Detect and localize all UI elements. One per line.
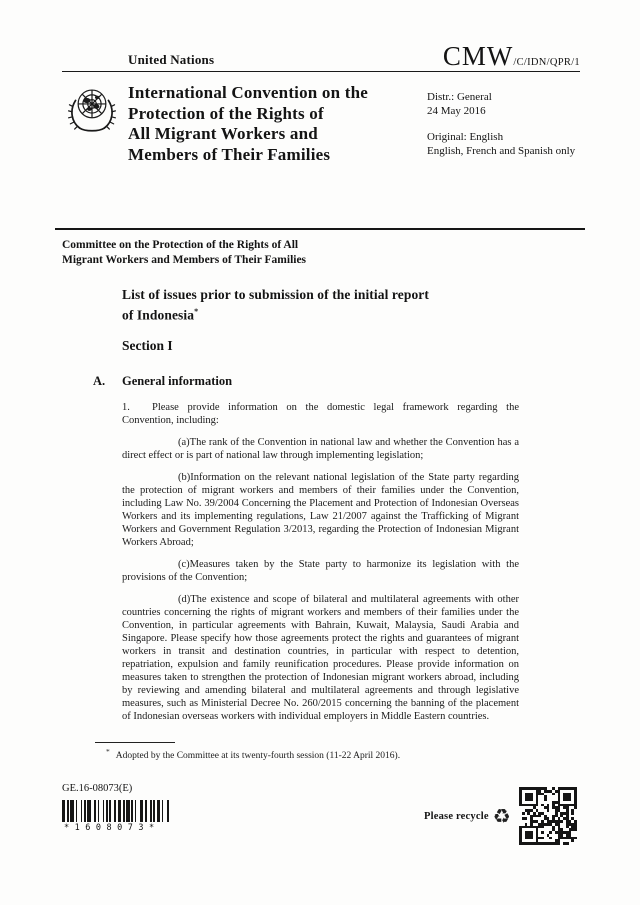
convention-title-line: Protection of the Rights of <box>128 103 324 123</box>
document-symbol <box>442 41 580 71</box>
recycle-icon: ♻ <box>492 804 511 828</box>
ge-document-number: GE.16-08073(E) <box>62 783 133 794</box>
footnote-rule <box>95 742 175 743</box>
paragraph-d: (d)The existence and scope of bilateral and multilateral agreements with other countries concerning the rights of migrant workers and members of their families under the Convention, in particular agreements with Bahrain, Kuwait, Malaysia, Saudi Arabia and Singapore. Please specify how those agreements protect the rights and guarantees of migrant workers in transit and destination countries, in particular with respect to detention, repatriation, expulsion and family reunification procedures. Please provide information on measures taken to strengthen the protection of Indonesian migrant workers abroad, including by reviewing and amending bilateral and multilateral agreements and through legislative measures, such as Ministerial Decree No. 260/2015 concerning the banning of the placement of Indonesian overseas workers with individual employers in Middle Eastern countries. <box>122 594 519 722</box>
org-name: United Nations <box>128 52 215 67</box>
paragraph-label: (d) <box>178 594 191 605</box>
committee-heading-line: Committee on the Protection of the Rights of All <box>62 239 299 251</box>
document-title-country: of Indonesia <box>122 307 195 323</box>
subsection-title: General information <box>122 374 233 388</box>
paragraph-label: (b) <box>178 472 191 483</box>
footnote-mark: * <box>106 747 110 756</box>
subsection-letter: A. <box>93 374 106 388</box>
page-header <box>62 41 580 72</box>
section-heading: Section I <box>122 338 173 353</box>
convention-title-line: Members of Their Families <box>128 144 331 164</box>
convention-title <box>128 83 428 165</box>
section-divider-rule <box>55 228 585 230</box>
footnote-reference-mark: * <box>194 307 199 316</box>
committee-heading-line: Migrant Workers and Members of Their Families <box>62 253 307 266</box>
paragraph-a: (a)The rank of the Convention in national law and whether the Convention has a direct effect or is part of national law through implementing legislation; <box>122 437 519 461</box>
barcode-bar <box>169 800 172 822</box>
convention-title-line: All Migrant Workers and <box>128 124 318 143</box>
recycle-note <box>424 806 511 826</box>
distribution-block <box>427 91 587 158</box>
paragraph-label: (a) <box>178 437 190 448</box>
footnote-text: Adopted by the Committee at its twenty-fourth session (11-22 April 2016). <box>115 751 401 762</box>
recycle-label: Please recycle <box>424 810 489 822</box>
footnote <box>106 747 466 761</box>
qr-code-icon <box>519 787 577 845</box>
distr-date: 24 May 2016 <box>427 104 486 117</box>
document-symbol-suffix: /C/IDN/QPR/1 <box>513 57 580 68</box>
barcode-digits: *1608073* <box>64 823 160 833</box>
document-symbol-main: CMW <box>442 41 514 71</box>
convention-title-line: International Convention on the <box>128 83 368 102</box>
barcode-bars <box>62 800 174 822</box>
document-title <box>122 286 429 324</box>
paragraph-b: (b)Information on the relevant national legislation of the State party regarding the protection of migrant workers and members of their families under the Convention, including Law No. 39/2004 Concerning the Placement and Protection of Indonesian Overseas Workers and its implementing regulations, Law 21/2007 against the Trafficking of Migrant Workers and Government Regulation 3/2013, regarding the Protection of Indonesian Migrant Workers Abroad; <box>122 472 519 548</box>
document-title-line2 <box>122 303 429 324</box>
distr-type: Distr.: General <box>427 91 492 103</box>
subsection-heading <box>93 374 232 389</box>
original-language: Original: English <box>427 131 504 143</box>
committee-heading <box>62 238 306 267</box>
qr-module <box>574 842 577 845</box>
body-paragraphs <box>122 401 519 732</box>
paragraph-c: (c)Measures taken by the State party to harmonize its legislation with the provisions of the Convention; <box>122 559 519 583</box>
un-emblem-icon <box>66 82 118 138</box>
paragraph-1: 1. Please provide information on the domestic legal framework regarding the Convention, including: <box>122 402 519 426</box>
languages-note: English, French and Spanish only <box>427 144 576 157</box>
paragraph-label: 1. <box>122 402 130 413</box>
document-title-line: List of issues prior to submission of the initial report <box>122 287 429 302</box>
barcode <box>62 800 178 833</box>
paragraph-label: (c) <box>178 559 190 570</box>
